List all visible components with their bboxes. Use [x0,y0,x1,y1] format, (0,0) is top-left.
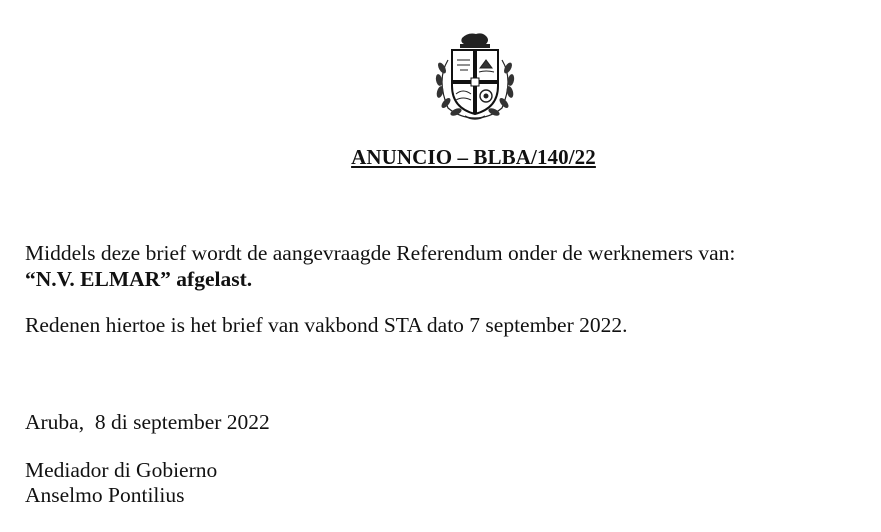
signatory-name: Anselmo Pontilius [25,483,185,507]
signature-block [25,458,217,508]
announcement-title: ANUNCIO – BLBA/140/22 [351,145,596,169]
signatory-role: Mediador di Gobierno [25,458,218,482]
place-date: Aruba, 8 di september 2022 [25,410,270,434]
body-paragraph-cancellation [25,240,735,292]
body-paragraph-reason: Redenen hiertoe is het brief van vakbond STA dato 7 september 2022. [25,313,628,337]
body-line-1: Middels deze brief wordt de aangevraagde Referendum onder de werknemers van: [25,241,736,265]
coat-of-arms-icon [430,30,520,122]
company-cancelled-line: “N.V. ELMAR” afgelast. [25,267,253,291]
